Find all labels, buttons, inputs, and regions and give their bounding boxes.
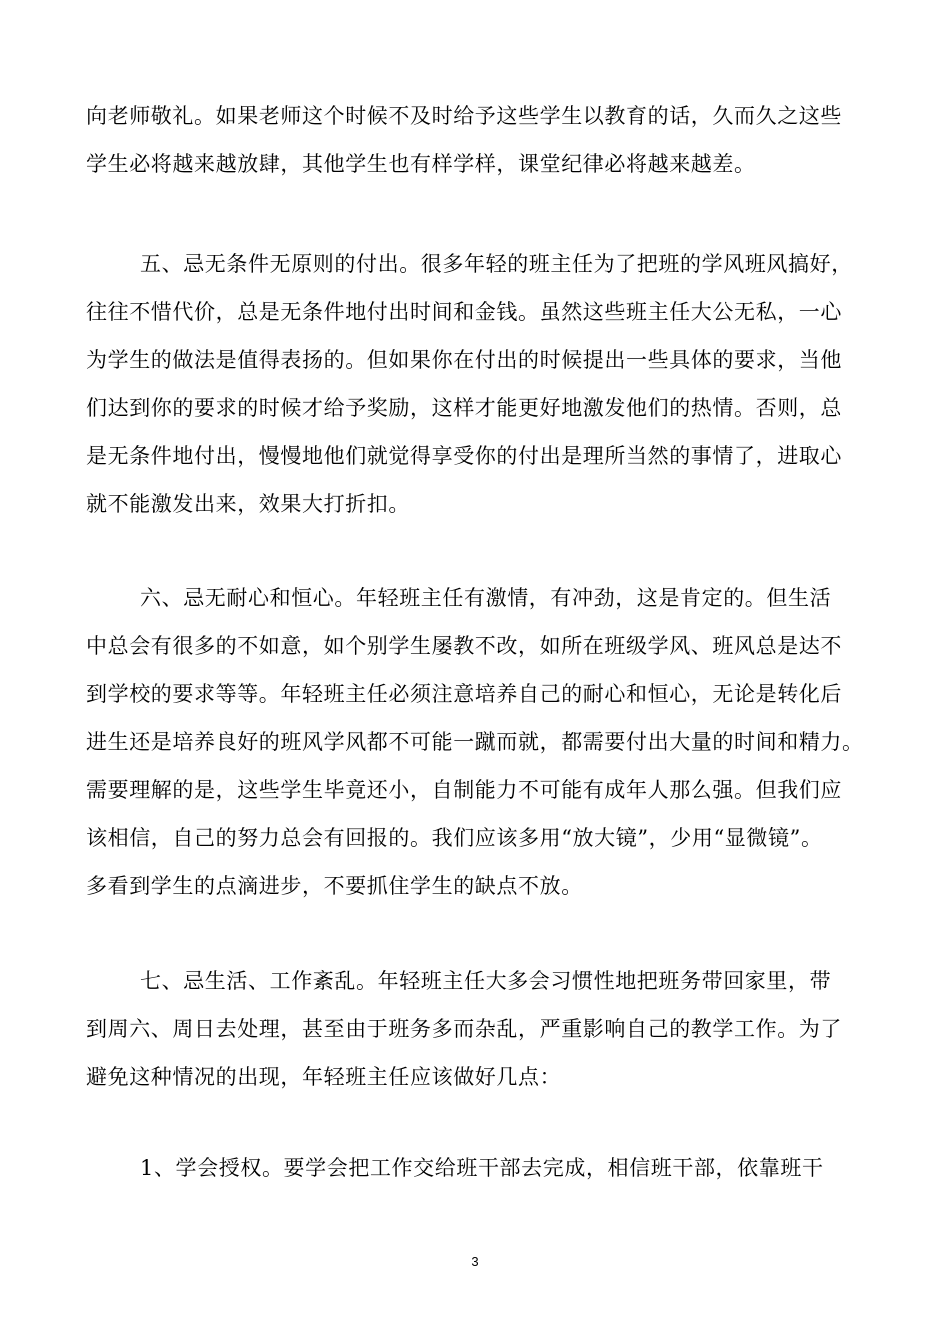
text-line: 往往不惜代价，总是无条件地付出时间和金钱。虽然这些班主任大公无私，一心: [86, 300, 842, 324]
text-line: 进生还是培养良好的班风学风都不可能一蹴而就，都需要付出大量的时间和精力。: [86, 730, 864, 754]
text-line: 需要理解的是，这些学生毕竟还小，自制能力不可能有成年人那么强。但我们应: [86, 778, 842, 802]
paragraph-6-heading-line: 六、忌无耐心和恒心。年轻班主任有激情，有冲劲，这是肯定的。但生活: [140, 586, 832, 610]
text-line: 中总会有很多的不如意，如个别学生屡教不改，如所在班级学风、班风总是达不: [86, 634, 842, 658]
text-line: 该相信，自己的努力总会有回报的。我们应该多用“放大镜”，少用“显微镜”。: [86, 826, 823, 850]
text-line: 们达到你的要求的时候才给予奖励，这样才能更好地激发他们的热情。否则，总: [86, 396, 842, 420]
text-line: 向老师敬礼。如果老师这个时候不及时给予这些学生以教育的话，久而久之这些: [86, 104, 842, 128]
text-line: 就不能激发出来，效果大打折扣。: [86, 492, 410, 516]
text-line: 是无条件地付出，慢慢地他们就觉得享受你的付出是理所当然的事情了，进取心: [86, 444, 842, 468]
page-number: 3: [471, 1254, 479, 1269]
text-line: 避免这种情况的出现，年轻班主任应该做好几点：: [86, 1065, 562, 1089]
paragraph-7-heading-line: 七、忌生活、工作紊乱。年轻班主任大多会习惯性地把班务带回家里，带: [140, 969, 832, 993]
text-line: 到学校的要求等等。年轻班主任必须注意培养自己的耐心和恒心，无论是转化后: [86, 682, 842, 706]
paragraph-5-heading-line: 五、忌无条件无原则的付出。很多年轻的班主任为了把班的学风班风搞好，: [140, 252, 853, 276]
text-line: 多看到学生的点滴进步，不要抓住学生的缺点不放。: [86, 874, 583, 898]
list-item-1-line: 1、学会授权。要学会把工作交给班干部去完成，相信班干部，依靠班干: [140, 1156, 824, 1180]
text-line: 为学生的做法是值得表扬的。但如果你在付出的时候提出一些具体的要求，当他: [86, 348, 842, 372]
text-line: 到周六、周日去处理，甚至由于班务多而杂乱，严重影响自己的教学工作。为了: [86, 1017, 842, 1041]
text-line: 学生必将越来越放肆，其他学生也有样学样，课堂纪律必将越来越差。: [86, 152, 756, 176]
